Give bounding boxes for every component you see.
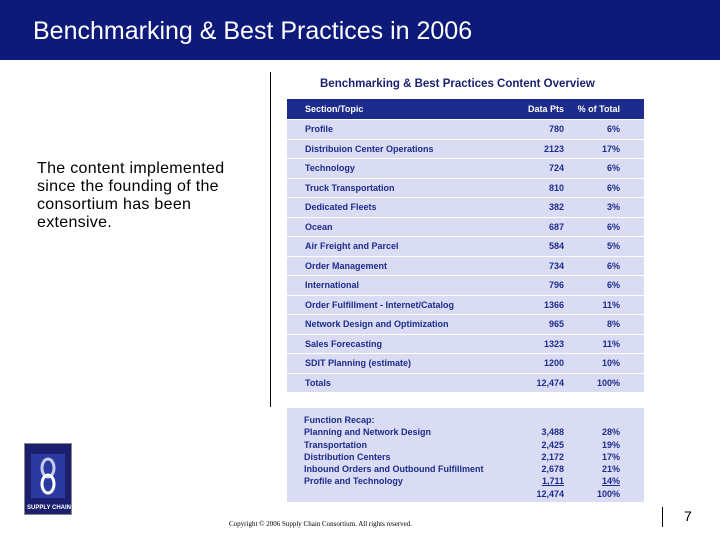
table-row: [287, 139, 644, 159]
recap-row: [287, 439, 644, 451]
recap-total-pts: 12,474: [536, 488, 564, 499]
table-row: [287, 373, 644, 393]
slide-title: Benchmarking & Best Practices in 2006: [33, 17, 473, 45]
recap-row: [287, 475, 644, 487]
recap-total-row: [287, 488, 644, 500]
recap-pct: 21%: [601, 464, 620, 475]
table-row: [287, 158, 644, 178]
row-data-pts: 780: [548, 124, 564, 135]
row-pct-total: 100%: [596, 377, 620, 388]
row-pct-total: 6%: [606, 221, 620, 232]
logo-text: SUPPLY CHAIN: [27, 505, 72, 511]
row-topic: Distribuion Center Operations: [305, 143, 434, 154]
table-row: [287, 217, 644, 237]
row-topic: International: [305, 280, 360, 291]
table-row: [287, 353, 644, 373]
row-pct-total: 8%: [606, 319, 620, 330]
table-body: [287, 119, 644, 392]
recap-function: Distribution Centers: [304, 451, 391, 462]
row-data-pts: 810: [548, 182, 564, 193]
function-recap-table: [287, 404, 644, 502]
row-data-pts: 2123: [543, 143, 564, 154]
recap-function: Transportation: [304, 439, 368, 450]
row-data-pts: 1323: [543, 338, 564, 349]
recap-body: [287, 426, 644, 487]
body-text: The content implemented since the founding of the consortium has been extensive.: [37, 160, 225, 231]
row-pct-total: 6%: [606, 163, 620, 174]
table-title: Benchmarking & Best Practices Content Overview: [320, 78, 595, 90]
header-pct-total: % of Total: [577, 104, 620, 114]
row-data-pts: 1200: [543, 358, 564, 369]
row-topic: Profile: [305, 124, 334, 135]
row-topic: Dedicated Fleets: [305, 202, 377, 213]
chain-link-icon: [31, 454, 65, 498]
row-topic: Order Fulfillment - Internet/Catalog: [305, 299, 455, 310]
supply-chain-logo: [24, 443, 72, 515]
table-row: [287, 119, 644, 139]
row-topic: Sales Forecasting: [305, 338, 383, 349]
title-bar: [0, 0, 720, 60]
recap-data-pts: [499, 475, 574, 487]
row-topic: Technology: [305, 163, 355, 174]
recap-function: Planning and Network Design: [304, 427, 432, 438]
row-data-pts: 965: [548, 319, 564, 330]
recap-heading: Function Recap:: [304, 415, 375, 425]
table-row: [287, 178, 644, 198]
recap-row: [287, 451, 644, 463]
table-row: [287, 236, 644, 256]
table-row: [287, 295, 644, 315]
row-pct-total: 6%: [606, 260, 620, 271]
row-data-pts: 687: [548, 221, 564, 232]
row-topic: Ocean: [305, 221, 333, 232]
recap-function: Profile and Technology: [304, 476, 403, 487]
row-topic: Order Management: [305, 260, 388, 271]
recap-data-pts: 2,172: [541, 451, 564, 462]
page-number: 7: [684, 508, 692, 524]
row-pct-total: 6%: [606, 182, 620, 193]
row-pct-total: 10%: [601, 358, 620, 369]
row-data-pts: 734: [548, 260, 564, 271]
recap-row: [287, 463, 644, 475]
recap-heading-row: [287, 414, 644, 426]
row-data-pts: 1366: [543, 299, 564, 310]
table-header: [287, 99, 644, 119]
row-data-pts: 796: [548, 280, 564, 291]
recap-pct-value: 14%: [601, 476, 620, 487]
row-topic: Air Freight and Parcel: [305, 241, 399, 252]
recap-pct: [574, 475, 644, 487]
row-topic: SDIT Planning (estimate): [305, 358, 412, 369]
row-pct-total: 3%: [606, 202, 620, 213]
header-data-pts: Data Pts: [527, 104, 564, 114]
row-pct-total: 6%: [606, 124, 620, 135]
row-topic: Network Design and Optimization: [305, 319, 449, 330]
table-row: [287, 256, 644, 276]
recap-total-label: [287, 488, 499, 500]
table-row: [287, 275, 644, 295]
page-number-divider: [662, 507, 663, 527]
row-data-pts: 724: [548, 163, 564, 174]
row-pct-total: 6%: [606, 280, 620, 291]
table-row: [287, 197, 644, 217]
row-pct-total: 11%: [602, 299, 620, 310]
recap-pct: 28%: [601, 427, 620, 438]
divider-line: [270, 72, 271, 407]
recap-pct: 19%: [601, 439, 620, 450]
table-row: [287, 334, 644, 354]
row-data-pts: 12,474: [536, 377, 564, 388]
recap-data-pts-value: 1,711: [541, 476, 564, 487]
recap-data-pts: 2,678: [541, 464, 564, 475]
recap-data-pts: 3,488: [541, 427, 564, 438]
content-overview-table: [287, 99, 644, 392]
row-pct-total: 11%: [602, 338, 620, 349]
recap-total-pct: 100%: [596, 488, 620, 499]
row-data-pts: 584: [548, 241, 564, 252]
row-topic: Truck Transportation: [305, 182, 395, 193]
copyright-notice: Copyright © 2006 Supply Chain Consortium. All rights reserved.: [229, 520, 413, 528]
recap-row: [287, 426, 644, 438]
row-pct-total: 5%: [606, 241, 620, 252]
row-pct-total: 17%: [601, 143, 620, 154]
recap-function: Inbound Orders and Outbound Fulfillment: [304, 464, 484, 475]
header-topic: Section/Topic: [305, 104, 364, 114]
table-row: [287, 314, 644, 334]
recap-pct: 17%: [601, 451, 620, 462]
row-data-pts: 382: [548, 202, 564, 213]
recap-data-pts: 2,425: [541, 439, 564, 450]
row-topic: Totals: [305, 377, 331, 388]
